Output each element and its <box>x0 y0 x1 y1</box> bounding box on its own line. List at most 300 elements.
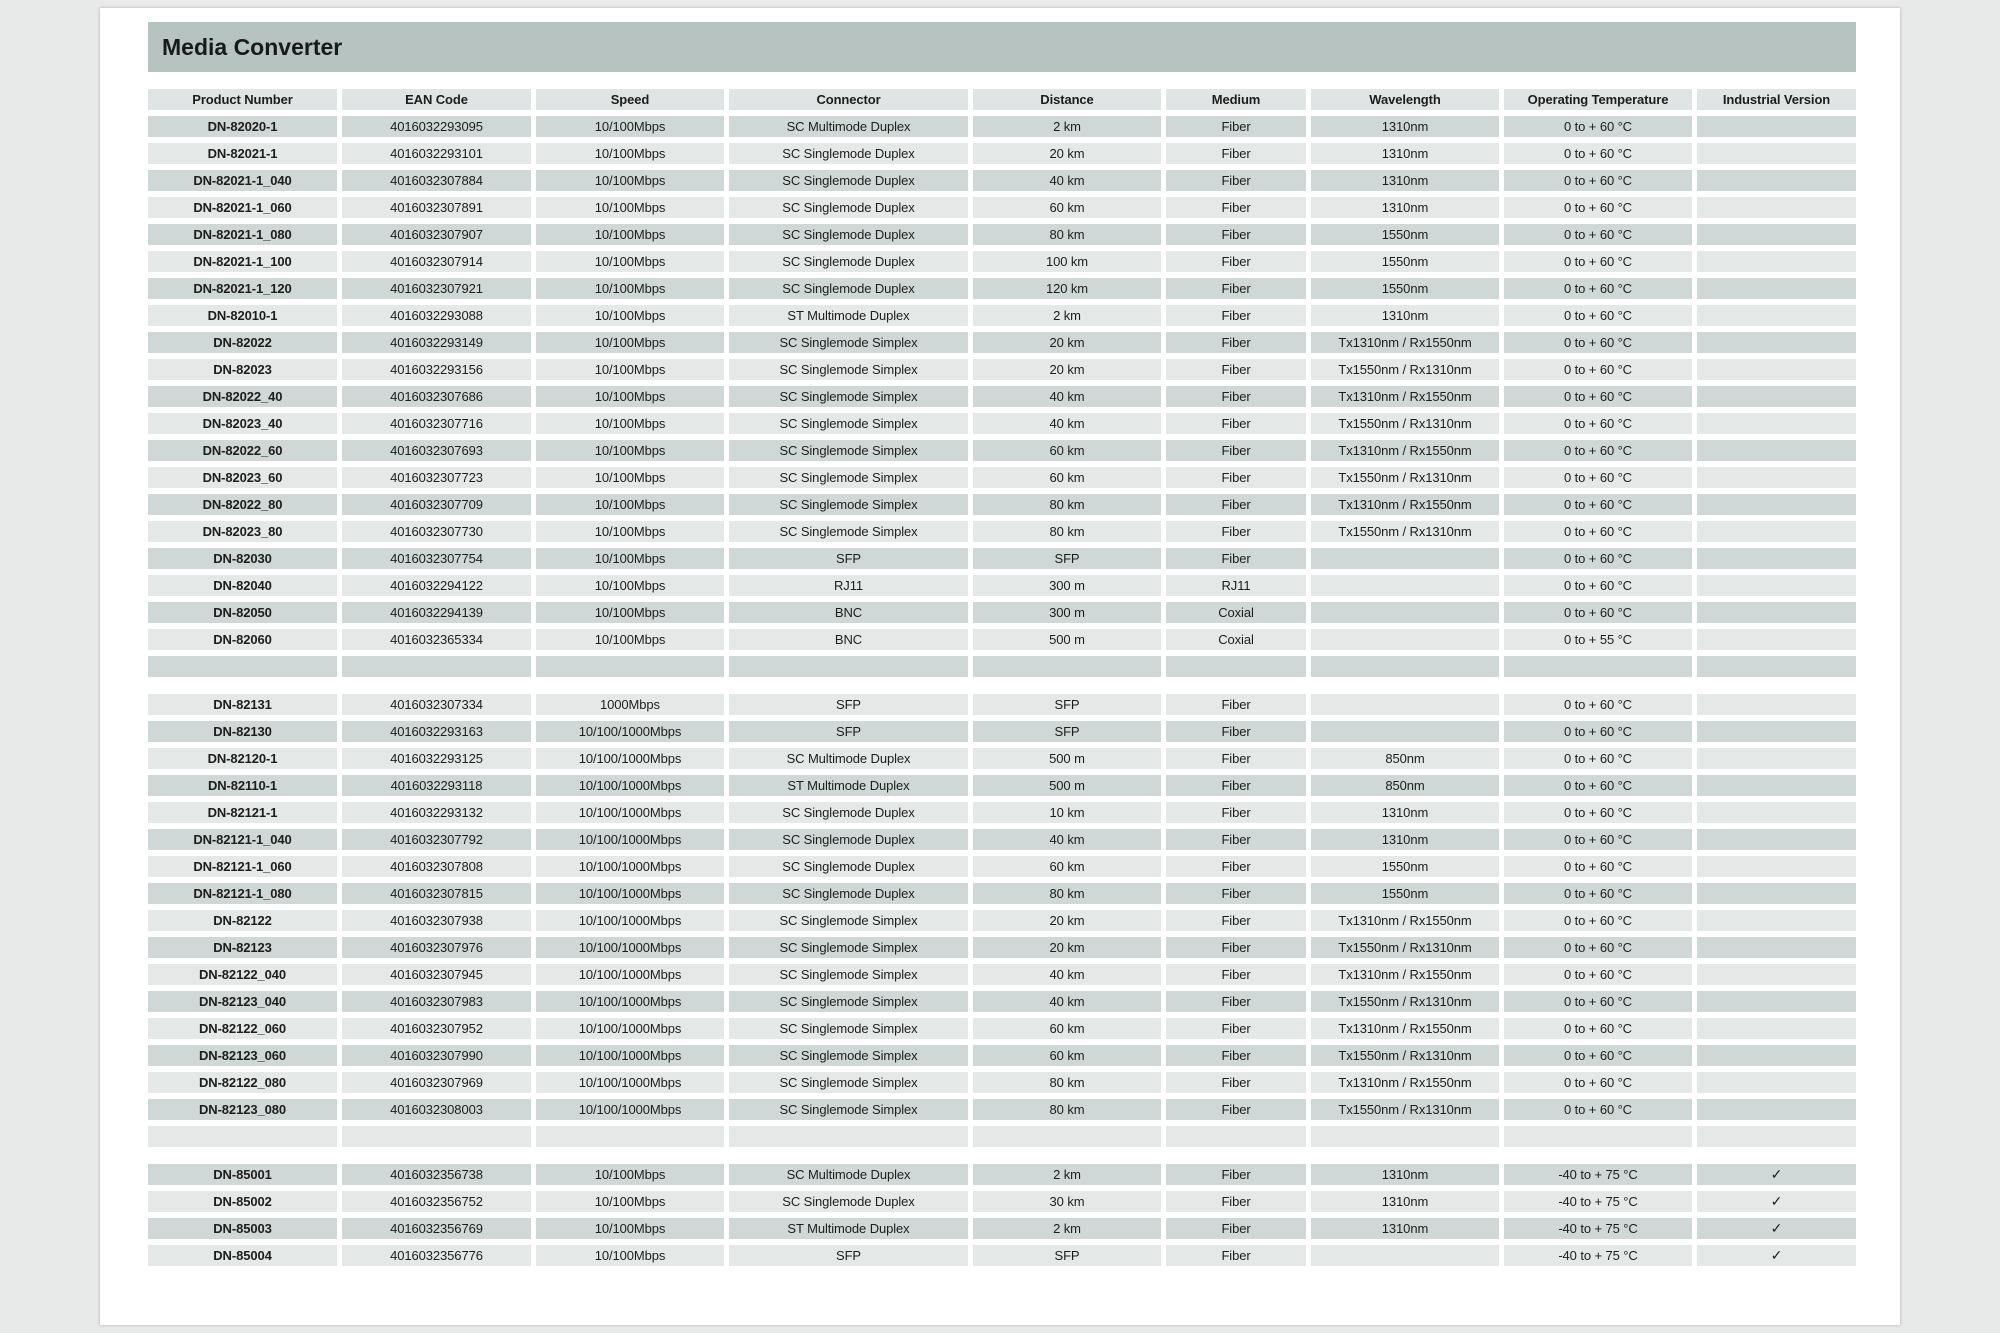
table-row <box>148 1191 1856 1212</box>
table-cell: DN-82040 <box>148 575 337 596</box>
table-cell: SC Singlemode Simplex <box>729 910 968 931</box>
table-cell: SC Multimode Duplex <box>729 748 968 769</box>
table-cell: 4016032308003 <box>342 1099 531 1120</box>
table-cell: SC Singlemode Simplex <box>729 1045 968 1066</box>
table-cell: 0 to + 60 °C <box>1504 856 1692 877</box>
table-row <box>148 521 1856 542</box>
table-row <box>148 910 1856 931</box>
table-row <box>148 548 1856 569</box>
table-cell: 4016032307907 <box>342 224 531 245</box>
table-cell: 0 to + 60 °C <box>1504 748 1692 769</box>
table-cell <box>1697 856 1856 877</box>
table-cell: Tx1550nm / Rx1310nm <box>1311 467 1499 488</box>
table-cell: 0 to + 60 °C <box>1504 602 1692 623</box>
empty-cell <box>729 656 968 677</box>
table-cell: -40 to + 75 °C <box>1504 1191 1692 1212</box>
table-cell: SC Singlemode Duplex <box>729 1191 968 1212</box>
table-row <box>148 775 1856 796</box>
table-cell: 10/100Mbps <box>536 1218 724 1239</box>
table-cell <box>1697 278 1856 299</box>
table-cell: 4016032293156 <box>342 359 531 380</box>
column-header: Medium <box>1166 89 1306 110</box>
table-cell: Fiber <box>1166 991 1306 1012</box>
table-cell: 4016032307730 <box>342 521 531 542</box>
table-cell <box>1311 602 1499 623</box>
table-cell <box>1697 602 1856 623</box>
table-row <box>148 170 1856 191</box>
table-cell: 120 km <box>973 278 1161 299</box>
table-cell: 20 km <box>973 332 1161 353</box>
table-cell: SC Singlemode Duplex <box>729 224 968 245</box>
table-cell: DN-82123 <box>148 937 337 958</box>
table-cell: 10/100Mbps <box>536 170 724 191</box>
table-cell: RJ11 <box>1166 575 1306 596</box>
table-cell: Fiber <box>1166 775 1306 796</box>
table-cell: 4016032307945 <box>342 964 531 985</box>
empty-cell <box>148 656 337 677</box>
table-cell: 4016032356769 <box>342 1218 531 1239</box>
table-cell <box>1697 359 1856 380</box>
table-cell: Fiber <box>1166 964 1306 985</box>
column-header: Distance <box>973 89 1161 110</box>
table-row <box>148 694 1856 715</box>
table-cell: 10/100/1000Mbps <box>536 721 724 742</box>
table-cell <box>1697 802 1856 823</box>
table-cell: 0 to + 60 °C <box>1504 548 1692 569</box>
table-cell: 40 km <box>973 829 1161 850</box>
table-row <box>148 991 1856 1012</box>
table-cell: DN-82020-1 <box>148 116 337 137</box>
table-cell <box>1697 1018 1856 1039</box>
table-cell: 4016032307808 <box>342 856 531 877</box>
table-cell: Tx1310nm / Rx1550nm <box>1311 1018 1499 1039</box>
table-cell: DN-82122_060 <box>148 1018 337 1039</box>
table-cell: 10/100Mbps <box>536 602 724 623</box>
table-cell: BNC <box>729 602 968 623</box>
table-cell: SC Singlemode Simplex <box>729 413 968 434</box>
table-cell: 4016032307891 <box>342 197 531 218</box>
column-header: EAN Code <box>342 89 531 110</box>
table-cell: 4016032307792 <box>342 829 531 850</box>
table-cell: DN-82023_40 <box>148 413 337 434</box>
table-row <box>148 802 1856 823</box>
table-cell <box>1697 170 1856 191</box>
table-cell <box>1697 467 1856 488</box>
table-cell: 10/100Mbps <box>536 1245 724 1266</box>
table-cell: DN-82021-1_100 <box>148 251 337 272</box>
table-cell: DN-85001 <box>148 1164 337 1185</box>
table-cell: 0 to + 60 °C <box>1504 1045 1692 1066</box>
table-cell: 4016032307914 <box>342 251 531 272</box>
table-cell: 300 m <box>973 575 1161 596</box>
table-cell: 0 to + 60 °C <box>1504 305 1692 326</box>
table-cell <box>1697 748 1856 769</box>
table-cell: SFP <box>973 1245 1161 1266</box>
table-row <box>148 251 1856 272</box>
table-cell: 1310nm <box>1311 802 1499 823</box>
table-cell: 60 km <box>973 1045 1161 1066</box>
table-cell: SC Singlemode Duplex <box>729 197 968 218</box>
table-cell: 10/100Mbps <box>536 332 724 353</box>
table-cell <box>1697 143 1856 164</box>
table-row <box>148 386 1856 407</box>
table-cell: 2 km <box>973 1218 1161 1239</box>
table-cell: SC Singlemode Duplex <box>729 829 968 850</box>
table-cell: 0 to + 60 °C <box>1504 278 1692 299</box>
table-cell: 0 to + 60 °C <box>1504 494 1692 515</box>
table-row <box>148 1099 1856 1120</box>
table-cell: 10/100Mbps <box>536 386 724 407</box>
table-cell: 10/100Mbps <box>536 1164 724 1185</box>
table-cell <box>1697 1099 1856 1120</box>
table-cell: SC Singlemode Duplex <box>729 251 968 272</box>
empty-cell <box>1697 656 1856 677</box>
table-cell: SC Multimode Duplex <box>729 1164 968 1185</box>
table-cell: 2 km <box>973 116 1161 137</box>
catalog-page <box>100 8 1900 1325</box>
empty-cell <box>1311 656 1499 677</box>
table-cell: 40 km <box>973 170 1161 191</box>
table-row <box>148 602 1856 623</box>
table-cell: 10/100/1000Mbps <box>536 910 724 931</box>
table-cell: Fiber <box>1166 467 1306 488</box>
table-cell: 4016032293088 <box>342 305 531 326</box>
table-cell: 0 to + 60 °C <box>1504 521 1692 542</box>
table-row <box>148 883 1856 904</box>
table-cell <box>1311 721 1499 742</box>
table-cell: 80 km <box>973 521 1161 542</box>
table-cell: DN-82022 <box>148 332 337 353</box>
table-body <box>148 116 1856 1266</box>
table-cell: 4016032293163 <box>342 721 531 742</box>
table-cell: 4016032307976 <box>342 937 531 958</box>
column-header: Operating Temperature <box>1504 89 1692 110</box>
table-cell: 10/100/1000Mbps <box>536 1099 724 1120</box>
check-icon: ✓ <box>1697 1191 1856 1212</box>
table-cell: SC Singlemode Simplex <box>729 964 968 985</box>
empty-cell <box>536 1126 724 1147</box>
table-cell <box>1697 251 1856 272</box>
table-cell <box>1697 197 1856 218</box>
table-cell: DN-82021-1_080 <box>148 224 337 245</box>
table-cell: 80 km <box>973 1072 1161 1093</box>
table-cell: DN-82122_080 <box>148 1072 337 1093</box>
table-cell: 4016032307983 <box>342 991 531 1012</box>
table-cell: 0 to + 55 °C <box>1504 629 1692 650</box>
table-row <box>148 575 1856 596</box>
table-cell: 80 km <box>973 1099 1161 1120</box>
table-cell: 4016032356752 <box>342 1191 531 1212</box>
table-cell: 4016032307969 <box>342 1072 531 1093</box>
table-cell: Coxial <box>1166 602 1306 623</box>
table-cell: Tx1550nm / Rx1310nm <box>1311 937 1499 958</box>
table-cell: Fiber <box>1166 494 1306 515</box>
table-cell: Fiber <box>1166 1072 1306 1093</box>
table-cell: 0 to + 60 °C <box>1504 802 1692 823</box>
table-row <box>148 748 1856 769</box>
table-row <box>148 1018 1856 1039</box>
empty-cell <box>973 1126 1161 1147</box>
table-cell: SC Singlemode Simplex <box>729 1072 968 1093</box>
table-cell: SC Singlemode Duplex <box>729 883 968 904</box>
table-cell <box>1697 991 1856 1012</box>
table-cell: 10/100/1000Mbps <box>536 937 724 958</box>
table-cell: 0 to + 60 °C <box>1504 694 1692 715</box>
empty-cell <box>342 656 531 677</box>
table-cell: 10/100/1000Mbps <box>536 856 724 877</box>
table-cell: DN-85004 <box>148 1245 337 1266</box>
table-cell: 1550nm <box>1311 224 1499 245</box>
column-header: Product Number <box>148 89 337 110</box>
table-cell: BNC <box>729 629 968 650</box>
table-cell: Fiber <box>1166 1018 1306 1039</box>
table-cell: 0 to + 60 °C <box>1504 197 1692 218</box>
table-row <box>148 829 1856 850</box>
table-cell: Tx1310nm / Rx1550nm <box>1311 386 1499 407</box>
table-cell: DN-82021-1_040 <box>148 170 337 191</box>
table-cell: 0 to + 60 °C <box>1504 721 1692 742</box>
table-cell: 60 km <box>973 440 1161 461</box>
table-cell: Fiber <box>1166 440 1306 461</box>
table-cell: 1310nm <box>1311 829 1499 850</box>
table-cell: 4016032293132 <box>342 802 531 823</box>
table-cell: 1550nm <box>1311 856 1499 877</box>
table-cell <box>1697 883 1856 904</box>
table-cell: 40 km <box>973 413 1161 434</box>
table-cell: 4016032293125 <box>342 748 531 769</box>
table-cell: SFP <box>973 548 1161 569</box>
table-cell: DN-82010-1 <box>148 305 337 326</box>
table-cell <box>1697 332 1856 353</box>
table-cell: Fiber <box>1166 829 1306 850</box>
table-row <box>148 359 1856 380</box>
table-cell: 10/100Mbps <box>536 1191 724 1212</box>
table-cell: SC Singlemode Simplex <box>729 1018 968 1039</box>
table-cell: Fiber <box>1166 883 1306 904</box>
table-cell <box>1697 305 1856 326</box>
table-cell: 40 km <box>973 964 1161 985</box>
table-cell: 0 to + 60 °C <box>1504 575 1692 596</box>
table-cell: 1550nm <box>1311 278 1499 299</box>
table-cell: 1310nm <box>1311 1218 1499 1239</box>
table-row <box>148 1164 1856 1185</box>
table-cell: SC Singlemode Simplex <box>729 332 968 353</box>
table-cell <box>1697 116 1856 137</box>
table-cell: 4016032307952 <box>342 1018 531 1039</box>
table-cell <box>1311 629 1499 650</box>
table-cell: 4016032307334 <box>342 694 531 715</box>
table-cell: Tx1310nm / Rx1550nm <box>1311 494 1499 515</box>
table-cell: 60 km <box>973 197 1161 218</box>
table-cell: 4016032307921 <box>342 278 531 299</box>
table-cell <box>1697 829 1856 850</box>
table-row <box>148 332 1856 353</box>
table-row <box>148 1218 1856 1239</box>
table-cell: DN-82023_60 <box>148 467 337 488</box>
table-cell: Tx1550nm / Rx1310nm <box>1311 1099 1499 1120</box>
table-row <box>148 856 1856 877</box>
table-cell: 4016032307884 <box>342 170 531 191</box>
table-cell <box>1697 910 1856 931</box>
table-cell <box>1697 964 1856 985</box>
table-cell: Fiber <box>1166 910 1306 931</box>
table-cell: SFP <box>729 694 968 715</box>
table-cell: DN-82023 <box>148 359 337 380</box>
table-cell: 10/100Mbps <box>536 440 724 461</box>
table-cell: -40 to + 75 °C <box>1504 1245 1692 1266</box>
table-cell: Fiber <box>1166 1245 1306 1266</box>
table-cell: 0 to + 60 °C <box>1504 910 1692 931</box>
table-cell: 10/100/1000Mbps <box>536 829 724 850</box>
table-cell: SC Multimode Duplex <box>729 116 968 137</box>
table-cell: DN-82021-1_120 <box>148 278 337 299</box>
table-cell: 10/100Mbps <box>536 467 724 488</box>
table-row <box>148 1072 1856 1093</box>
table-cell: 10/100Mbps <box>536 197 724 218</box>
table-cell: SC Singlemode Duplex <box>729 278 968 299</box>
spacer-row <box>148 656 1856 677</box>
table-cell: 4016032293095 <box>342 116 531 137</box>
table-cell: 10/100/1000Mbps <box>536 748 724 769</box>
table-cell: 10/100/1000Mbps <box>536 1045 724 1066</box>
table-cell: SC Singlemode Simplex <box>729 1099 968 1120</box>
table-cell: DN-85003 <box>148 1218 337 1239</box>
table-cell: 20 km <box>973 910 1161 931</box>
table-cell: 10/100/1000Mbps <box>536 883 724 904</box>
table-cell: 10/100Mbps <box>536 251 724 272</box>
table-cell: 2 km <box>973 305 1161 326</box>
table-cell: 2 km <box>973 1164 1161 1185</box>
table-cell: 4016032356776 <box>342 1245 531 1266</box>
table-cell: Tx1550nm / Rx1310nm <box>1311 991 1499 1012</box>
table-cell: SFP <box>973 694 1161 715</box>
table-cell: 4016032307938 <box>342 910 531 931</box>
table-cell: 10/100Mbps <box>536 359 724 380</box>
table-cell <box>1697 224 1856 245</box>
table-cell <box>1697 386 1856 407</box>
table-cell: 10/100/1000Mbps <box>536 964 724 985</box>
table-cell: 10/100Mbps <box>536 116 724 137</box>
table-row <box>148 116 1856 137</box>
table-cell: 10/100/1000Mbps <box>536 775 724 796</box>
table-cell: 4016032307709 <box>342 494 531 515</box>
table-cell: 10/100/1000Mbps <box>536 802 724 823</box>
table-cell <box>1311 1245 1499 1266</box>
table-cell: Fiber <box>1166 305 1306 326</box>
table-cell: Fiber <box>1166 1164 1306 1185</box>
table-row <box>148 937 1856 958</box>
table-cell: 4016032307754 <box>342 548 531 569</box>
table-cell: SFP <box>973 721 1161 742</box>
table-cell: SFP <box>729 721 968 742</box>
table-cell: 4016032307686 <box>342 386 531 407</box>
table-cell: 0 to + 60 °C <box>1504 170 1692 191</box>
table-cell: -40 to + 75 °C <box>1504 1164 1692 1185</box>
table-cell <box>1697 1072 1856 1093</box>
table-cell: 20 km <box>973 359 1161 380</box>
table-cell: 0 to + 60 °C <box>1504 1018 1692 1039</box>
column-header: Wavelength <box>1311 89 1499 110</box>
table-cell: DN-82130 <box>148 721 337 742</box>
table-cell: 0 to + 60 °C <box>1504 386 1692 407</box>
table-cell: 4016032356738 <box>342 1164 531 1185</box>
table-cell: DN-82050 <box>148 602 337 623</box>
table-cell: 4016032307815 <box>342 883 531 904</box>
table-row <box>148 224 1856 245</box>
table-cell: 80 km <box>973 883 1161 904</box>
table-cell: Fiber <box>1166 521 1306 542</box>
table-cell: Fiber <box>1166 116 1306 137</box>
table-cell: ST Multimode Duplex <box>729 1218 968 1239</box>
table-row <box>148 964 1856 985</box>
table-cell: 10/100Mbps <box>536 278 724 299</box>
table-row <box>148 440 1856 461</box>
table-cell: DN-82123_060 <box>148 1045 337 1066</box>
table-cell <box>1697 721 1856 742</box>
table-cell: 4016032307723 <box>342 467 531 488</box>
table-cell: Tx1550nm / Rx1310nm <box>1311 1045 1499 1066</box>
table-cell <box>1697 1045 1856 1066</box>
table-cell: Fiber <box>1166 856 1306 877</box>
table-cell: 10/100Mbps <box>536 305 724 326</box>
table-cell: 10/100/1000Mbps <box>536 1072 724 1093</box>
table-cell: SC Singlemode Simplex <box>729 494 968 515</box>
table-cell: Fiber <box>1166 1218 1306 1239</box>
table-cell: 40 km <box>973 991 1161 1012</box>
table-cell: Fiber <box>1166 802 1306 823</box>
empty-cell <box>1697 1126 1856 1147</box>
table-cell: 0 to + 60 °C <box>1504 991 1692 1012</box>
table-cell: 850nm <box>1311 748 1499 769</box>
table-cell <box>1697 440 1856 461</box>
empty-cell <box>1311 1126 1499 1147</box>
table-cell: 10/100Mbps <box>536 629 724 650</box>
table-cell: 10/100Mbps <box>536 143 724 164</box>
table-cell: RJ11 <box>729 575 968 596</box>
table-cell: 0 to + 60 °C <box>1504 937 1692 958</box>
table-cell: 4016032293149 <box>342 332 531 353</box>
table-cell: 10/100Mbps <box>536 224 724 245</box>
table-cell: Tx1310nm / Rx1550nm <box>1311 910 1499 931</box>
table-row <box>148 305 1856 326</box>
table-cell: DN-82022_60 <box>148 440 337 461</box>
table-cell: DN-82030 <box>148 548 337 569</box>
page-title: Media Converter <box>162 33 343 60</box>
empty-cell <box>973 656 1161 677</box>
table-cell: Tx1310nm / Rx1550nm <box>1311 964 1499 985</box>
table-cell: 1310nm <box>1311 197 1499 218</box>
table-cell: DN-85002 <box>148 1191 337 1212</box>
table-cell: SC Singlemode Duplex <box>729 802 968 823</box>
table-cell: DN-82121-1_040 <box>148 829 337 850</box>
table-cell: Fiber <box>1166 170 1306 191</box>
table-cell: Tx1550nm / Rx1310nm <box>1311 521 1499 542</box>
table-cell: Fiber <box>1166 278 1306 299</box>
check-icon: ✓ <box>1697 1218 1856 1239</box>
table-cell: 10/100Mbps <box>536 413 724 434</box>
table-cell <box>1311 575 1499 596</box>
table-cell: Fiber <box>1166 694 1306 715</box>
table-cell: Tx1310nm / Rx1550nm <box>1311 332 1499 353</box>
table-cell: ST Multimode Duplex <box>729 775 968 796</box>
table-cell: 1310nm <box>1311 1191 1499 1212</box>
table-cell: 100 km <box>973 251 1161 272</box>
table-cell: 0 to + 60 °C <box>1504 829 1692 850</box>
table-cell: 10/100Mbps <box>536 575 724 596</box>
table-cell: SC Singlemode Simplex <box>729 521 968 542</box>
table-cell: 80 km <box>973 224 1161 245</box>
table-cell <box>1697 775 1856 796</box>
